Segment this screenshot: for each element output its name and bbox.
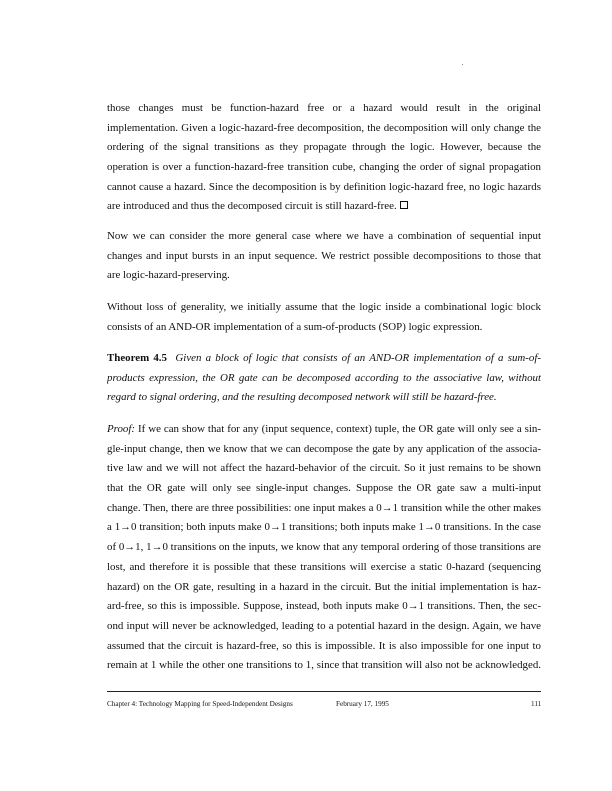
footer-rule: [107, 691, 541, 692]
proof-label: Proof:: [107, 423, 136, 435]
qed-box-icon: [400, 201, 408, 209]
text-line: cannot cause a hazard. Since the decomposition is by definition logic-hazard free, no logic hazards: [107, 180, 541, 193]
footer-date: February 17, 1995: [336, 700, 389, 708]
text-line: regard to signal ordering, and the resulting decomposed network will still be hazard-free.: [107, 391, 497, 404]
text-line: [107, 197, 541, 217]
text-line: ard-free, so this is impossible. Suppose, instead, both inputs make 0→1 transitions. Then, the sec-: [107, 600, 541, 613]
page-number: 111: [531, 700, 542, 708]
text-line: those changes must be function-hazard free or a hazard would result in the original: [107, 102, 541, 114]
text-line: [107, 420, 541, 440]
paragraph-proof-conclusion: [107, 99, 541, 217]
theorem-label: Theorem 4.5: [107, 352, 167, 364]
paragraph-assumption: [107, 298, 541, 337]
text-line: operation is over a function-hazard-free transition cube, changing the order of signal propagation: [107, 161, 541, 174]
text-line: gle-input change, then we know that we can decompose the gate by any application of the associa-: [107, 442, 541, 455]
text-span: If we can show that for any (input sequence, context) tuple, the OR gate will only see a sin-: [138, 423, 541, 435]
paragraph-general-case: [107, 227, 541, 286]
text-line: changes and input bursts in an input sequence. We restrict possible decompositions to those that: [107, 249, 541, 262]
text-line: of 0→1, 1→0 transitions on the inputs, we know that any temporal ordering of those transitions are: [107, 541, 541, 554]
theorem-block: [107, 349, 541, 408]
text-line: hazard) on the OR gate, resulting in a hazard in the circuit. But the initial implementation is haz-: [107, 580, 541, 593]
text-line: implementation. Given a logic-hazard-free decomposition, the decomposition will only change the: [107, 121, 541, 134]
scan-speck: [462, 64, 463, 65]
text-line: are logic-hazard-preserving.: [107, 269, 230, 282]
proof-block: [107, 420, 541, 676]
text-line: ond input will never be acknowledged, leading to a potential hazard in the design. Again, we have: [107, 619, 541, 632]
text-line: Without loss of generality, we initially assume that the logic inside a combinational logic block: [107, 301, 541, 313]
footer-chapter: Chapter 4: Technology Mapping for Speed-Independent Designs: [107, 700, 293, 708]
text-span: Given a block of logic that consists of an AND-OR implementation of a sum-of-: [175, 352, 541, 364]
text-line: assumed that the circuit is hazard-free, so this is impossible. It is also impossible for one input to: [107, 639, 541, 652]
text-line: that the OR gate will only see single-input changes. Suppose the OR gate saw a multi-input: [107, 482, 541, 495]
text-line: a 1→0 transition; both inputs make 0→1 transitions; both inputs make 1→0 transitions. In the case: [107, 521, 541, 534]
text-line: remain at 1 while the other one transitions to 1, since that transition will also not be acknowledged.: [107, 659, 541, 672]
text-line: [107, 349, 541, 369]
text-span: are introduced and thus the decomposed circuit is still hazard-free.: [107, 200, 397, 213]
text-line: consists of an AND-OR implementation of a sum-of-products (SOP) logic expression.: [107, 320, 483, 333]
text-line: change. Then, there are three possibilities: one input makes a 0→1 transition while the other makes: [107, 501, 541, 514]
text-line: tive law and we will not affect the hazard-behavior of the circuit. So it just remains to be shown: [107, 462, 541, 475]
text-line: lost, and therefore it is possible that these transitions will exercise a static 0-hazard (sequencing: [107, 560, 541, 573]
text-line: ordering of the signal transitions as they propagate through the logic. However, because the: [107, 141, 541, 154]
text-line: Now we can consider the more general case where we have a combination of sequential input: [107, 230, 541, 242]
text-line: products expression, the OR gate can be decomposed according to the associative law, without: [107, 371, 541, 384]
